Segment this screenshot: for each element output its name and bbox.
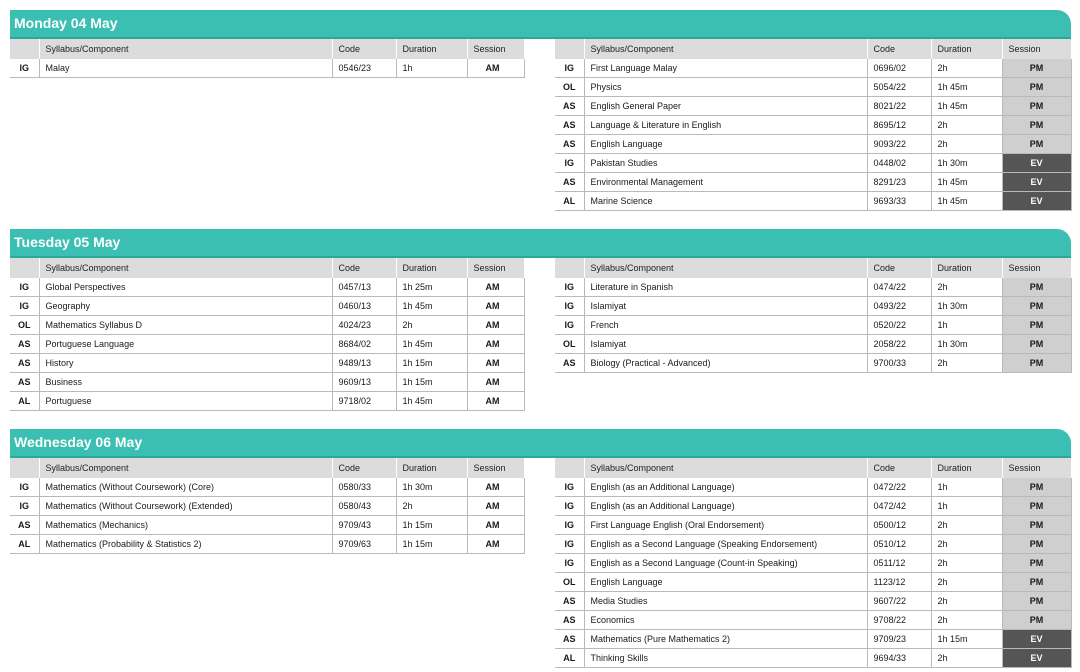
table-row (10, 535, 524, 554)
table-row (10, 497, 524, 516)
level-cell: AS (555, 354, 584, 373)
col-level-header (10, 39, 39, 59)
session-cell: PM (1002, 516, 1071, 535)
syllabus-cell: Islamiyat (584, 335, 867, 354)
code-cell: 5054/22 (867, 78, 931, 97)
code-cell: 0472/42 (867, 497, 931, 516)
table-row (555, 97, 1071, 116)
syllabus-cell: Physics (584, 78, 867, 97)
level-cell: IG (10, 278, 39, 297)
session-cell: AM (467, 316, 524, 335)
level-cell: AS (555, 592, 584, 611)
col-code-header: Code (867, 458, 931, 478)
syllabus-cell: English Language (584, 135, 867, 154)
session-cell: PM (1002, 535, 1071, 554)
col-code-header: Code (867, 39, 931, 59)
session-cell: AM (467, 373, 524, 392)
syllabus-cell: Marine Science (584, 192, 867, 211)
table-row (10, 392, 524, 411)
duration-cell: 2h (931, 354, 1002, 373)
code-cell: 0448/02 (867, 154, 931, 173)
col-syllabus-header: Syllabus/Component (584, 258, 867, 278)
table-row (10, 278, 524, 297)
col-syllabus-header: Syllabus/Component (584, 39, 867, 59)
duration-cell: 1h 25m (396, 278, 467, 297)
session-cell: PM (1002, 497, 1071, 516)
table-header-row (555, 458, 1071, 478)
duration-cell: 1h (396, 59, 467, 78)
table-row (555, 278, 1071, 297)
syllabus-cell: First Language English (Oral Endorsement) (584, 516, 867, 535)
table-row (10, 316, 524, 335)
col-duration-header: Duration (396, 258, 467, 278)
level-cell: AS (555, 173, 584, 192)
table-row (555, 630, 1071, 649)
duration-cell: 1h 15m (396, 373, 467, 392)
col-duration-header: Duration (931, 258, 1002, 278)
table-row (555, 335, 1071, 354)
code-cell: 1123/12 (867, 573, 931, 592)
col-level-header (555, 39, 584, 59)
table-row (555, 297, 1071, 316)
table-row (555, 516, 1071, 535)
level-cell: IG (10, 297, 39, 316)
syllabus-cell: Mathematics Syllabus D (39, 316, 332, 335)
syllabus-cell: Mathematics (Without Coursework) (Extended) (39, 497, 332, 516)
session-cell: AM (467, 354, 524, 373)
syllabus-cell: Geography (39, 297, 332, 316)
code-cell: 2058/22 (867, 335, 931, 354)
level-cell: AS (10, 516, 39, 535)
level-cell: AL (10, 535, 39, 554)
syllabus-cell: Economics (584, 611, 867, 630)
level-cell: IG (555, 478, 584, 497)
table-row (10, 297, 524, 316)
session-cell: PM (1002, 354, 1071, 373)
level-cell: OL (555, 335, 584, 354)
table-row (555, 192, 1071, 211)
syllabus-cell: Mathematics (Pure Mathematics 2) (584, 630, 867, 649)
code-cell: 0474/22 (867, 278, 931, 297)
syllabus-cell: Malay (39, 59, 332, 78)
exam-table-right (555, 258, 1072, 373)
code-cell: 9093/22 (867, 135, 931, 154)
code-cell: 4024/23 (332, 316, 396, 335)
duration-cell: 2h (931, 611, 1002, 630)
syllabus-cell: Mathematics (Without Coursework) (Core) (39, 478, 332, 497)
syllabus-cell: English (as an Additional Language) (584, 478, 867, 497)
syllabus-cell: Biology (Practical - Advanced) (584, 354, 867, 373)
code-cell: 9607/22 (867, 592, 931, 611)
duration-cell: 1h 30m (396, 478, 467, 497)
level-cell: AL (555, 192, 584, 211)
syllabus-cell: History (39, 354, 332, 373)
syllabus-cell: English as a Second Language (Count-in Speaking) (584, 554, 867, 573)
level-cell: IG (10, 59, 39, 78)
duration-cell: 2h (931, 592, 1002, 611)
level-cell: OL (555, 573, 584, 592)
level-cell: AS (555, 630, 584, 649)
table-row (555, 173, 1071, 192)
syllabus-cell: Islamiyat (584, 297, 867, 316)
col-syllabus-header: Syllabus/Component (39, 39, 332, 59)
table-row (555, 59, 1071, 78)
code-cell: 0580/33 (332, 478, 396, 497)
code-cell: 0500/12 (867, 516, 931, 535)
code-cell: 0580/43 (332, 497, 396, 516)
level-cell: AL (555, 649, 584, 668)
session-cell: PM (1002, 554, 1071, 573)
duration-cell: 1h 45m (396, 392, 467, 411)
duration-cell: 1h 45m (931, 97, 1002, 116)
level-cell: AS (555, 116, 584, 135)
syllabus-cell: Global Perspectives (39, 278, 332, 297)
table-header-row (10, 39, 524, 59)
code-cell: 9700/33 (867, 354, 931, 373)
day-section-monday (10, 10, 1071, 206)
syllabus-cell: Mathematics (Mechanics) (39, 516, 332, 535)
session-cell: EV (1002, 630, 1071, 649)
duration-cell: 1h 15m (396, 516, 467, 535)
table-row (555, 478, 1071, 497)
syllabus-cell: Environmental Management (584, 173, 867, 192)
syllabus-cell: English General Paper (584, 97, 867, 116)
day-header: Wednesday 06 May (10, 429, 1071, 456)
session-cell: AM (467, 335, 524, 354)
code-cell: 0511/12 (867, 554, 931, 573)
col-level-header (555, 458, 584, 478)
duration-cell: 1h 45m (396, 335, 467, 354)
code-cell: 0493/22 (867, 297, 931, 316)
code-cell: 9693/33 (867, 192, 931, 211)
code-cell: 8291/23 (867, 173, 931, 192)
session-cell: EV (1002, 173, 1071, 192)
table-row (555, 135, 1071, 154)
duration-cell: 1h 15m (396, 354, 467, 373)
session-cell: PM (1002, 78, 1071, 97)
session-cell: PM (1002, 316, 1071, 335)
level-cell: IG (555, 497, 584, 516)
col-syllabus-header: Syllabus/Component (39, 458, 332, 478)
code-cell: 9708/22 (867, 611, 931, 630)
code-cell: 8021/22 (867, 97, 931, 116)
session-cell: PM (1002, 592, 1071, 611)
col-session-header: Session (467, 258, 524, 278)
exam-table-left (10, 39, 525, 78)
day-header: Tuesday 05 May (10, 229, 1071, 256)
syllabus-cell: Pakistan Studies (584, 154, 867, 173)
table-row (555, 611, 1071, 630)
col-code-header: Code (332, 39, 396, 59)
session-cell: PM (1002, 573, 1071, 592)
level-cell: IG (555, 59, 584, 78)
table-row (555, 554, 1071, 573)
syllabus-cell: English (as an Additional Language) (584, 497, 867, 516)
col-duration-header: Duration (931, 39, 1002, 59)
level-cell: AS (10, 354, 39, 373)
col-duration-header: Duration (931, 458, 1002, 478)
session-cell: AM (467, 297, 524, 316)
col-code-header: Code (332, 458, 396, 478)
exam-table-right (555, 39, 1072, 211)
code-cell: 9718/02 (332, 392, 396, 411)
syllabus-cell: Media Studies (584, 592, 867, 611)
session-cell: AM (467, 392, 524, 411)
session-cell: PM (1002, 478, 1071, 497)
day-section-wednesday (10, 429, 1071, 663)
level-cell: OL (10, 316, 39, 335)
table-row (10, 373, 524, 392)
level-cell: IG (555, 316, 584, 335)
table-row (555, 316, 1071, 335)
syllabus-cell: French (584, 316, 867, 335)
session-cell: EV (1002, 154, 1071, 173)
exam-table-left (10, 458, 525, 554)
table-row (555, 354, 1071, 373)
level-cell: IG (555, 516, 584, 535)
duration-cell: 2h (396, 497, 467, 516)
session-cell: PM (1002, 97, 1071, 116)
table-row (10, 354, 524, 373)
duration-cell: 1h 30m (931, 297, 1002, 316)
duration-cell: 2h (931, 116, 1002, 135)
table-row (10, 335, 524, 354)
code-cell: 0510/12 (867, 535, 931, 554)
duration-cell: 2h (931, 573, 1002, 592)
col-level-header (10, 458, 39, 478)
level-cell: IG (555, 554, 584, 573)
col-session-header: Session (467, 39, 524, 59)
session-cell: AM (467, 516, 524, 535)
col-session-header: Session (1002, 39, 1071, 59)
session-cell: PM (1002, 135, 1071, 154)
duration-cell: 1h 45m (931, 173, 1002, 192)
level-cell: IG (10, 497, 39, 516)
table-row (555, 592, 1071, 611)
code-cell: 0696/02 (867, 59, 931, 78)
duration-cell: 1h 45m (931, 192, 1002, 211)
session-cell: PM (1002, 297, 1071, 316)
col-level-header (555, 258, 584, 278)
session-cell: AM (467, 478, 524, 497)
table-row (555, 154, 1071, 173)
table-header-row (10, 258, 524, 278)
level-cell: AS (10, 373, 39, 392)
level-cell: AS (555, 97, 584, 116)
syllabus-cell: Business (39, 373, 332, 392)
syllabus-cell: Language & Literature in English (584, 116, 867, 135)
table-row (555, 573, 1071, 592)
table-header-row (555, 258, 1071, 278)
duration-cell: 2h (396, 316, 467, 335)
code-cell: 9609/13 (332, 373, 396, 392)
col-level-header (10, 258, 39, 278)
col-session-header: Session (1002, 258, 1071, 278)
syllabus-cell: Literature in Spanish (584, 278, 867, 297)
code-cell: 9489/13 (332, 354, 396, 373)
code-cell: 0460/13 (332, 297, 396, 316)
syllabus-cell: First Language Malay (584, 59, 867, 78)
syllabus-cell: Mathematics (Probability & Statistics 2) (39, 535, 332, 554)
duration-cell: 1h 45m (396, 297, 467, 316)
table-row (10, 516, 524, 535)
session-cell: AM (467, 535, 524, 554)
table-row (555, 78, 1071, 97)
table-row (555, 649, 1071, 668)
code-cell: 9694/33 (867, 649, 931, 668)
session-cell: EV (1002, 649, 1071, 668)
level-cell: IG (555, 535, 584, 554)
code-cell: 9709/63 (332, 535, 396, 554)
col-syllabus-header: Syllabus/Component (39, 258, 332, 278)
level-cell: AS (555, 611, 584, 630)
code-cell: 8695/12 (867, 116, 931, 135)
duration-cell: 1h 30m (931, 154, 1002, 173)
level-cell: IG (555, 154, 584, 173)
duration-cell: 2h (931, 59, 1002, 78)
session-cell: PM (1002, 116, 1071, 135)
duration-cell: 1h 45m (931, 78, 1002, 97)
session-cell: AM (467, 497, 524, 516)
duration-cell: 2h (931, 649, 1002, 668)
syllabus-cell: Portuguese (39, 392, 332, 411)
level-cell: IG (555, 297, 584, 316)
code-cell: 0546/23 (332, 59, 396, 78)
session-cell: EV (1002, 192, 1071, 211)
table-header-row (10, 458, 524, 478)
code-cell: 0457/13 (332, 278, 396, 297)
syllabus-cell: English Language (584, 573, 867, 592)
code-cell: 0472/22 (867, 478, 931, 497)
syllabus-cell: Thinking Skills (584, 649, 867, 668)
level-cell: AS (555, 135, 584, 154)
day-header: Monday 04 May (10, 10, 1071, 37)
duration-cell: 2h (931, 535, 1002, 554)
exam-table-right (555, 458, 1072, 668)
code-cell: 9709/43 (332, 516, 396, 535)
col-code-header: Code (867, 258, 931, 278)
session-cell: AM (467, 278, 524, 297)
duration-cell: 2h (931, 516, 1002, 535)
table-row (10, 478, 524, 497)
code-cell: 8684/02 (332, 335, 396, 354)
table-header-row (555, 39, 1071, 59)
table-row (10, 59, 524, 78)
col-syllabus-header: Syllabus/Component (584, 458, 867, 478)
table-row (555, 535, 1071, 554)
level-cell: IG (10, 478, 39, 497)
duration-cell: 1h (931, 316, 1002, 335)
col-code-header: Code (332, 258, 396, 278)
duration-cell: 1h 30m (931, 335, 1002, 354)
table-row (555, 116, 1071, 135)
col-duration-header: Duration (396, 458, 467, 478)
table-row (555, 497, 1071, 516)
session-cell: PM (1002, 59, 1071, 78)
duration-cell: 1h (931, 497, 1002, 516)
col-session-header: Session (467, 458, 524, 478)
session-cell: PM (1002, 335, 1071, 354)
syllabus-cell: Portuguese Language (39, 335, 332, 354)
level-cell: IG (555, 278, 584, 297)
duration-cell: 1h 15m (396, 535, 467, 554)
level-cell: AL (10, 392, 39, 411)
duration-cell: 1h (931, 478, 1002, 497)
day-section-tuesday (10, 229, 1071, 406)
duration-cell: 1h 15m (931, 630, 1002, 649)
level-cell: AS (10, 335, 39, 354)
session-cell: AM (467, 59, 524, 78)
col-session-header: Session (1002, 458, 1071, 478)
col-duration-header: Duration (396, 39, 467, 59)
code-cell: 9709/23 (867, 630, 931, 649)
level-cell: OL (555, 78, 584, 97)
syllabus-cell: English as a Second Language (Speaking Endorsement) (584, 535, 867, 554)
session-cell: PM (1002, 611, 1071, 630)
code-cell: 0520/22 (867, 316, 931, 335)
duration-cell: 2h (931, 278, 1002, 297)
duration-cell: 2h (931, 554, 1002, 573)
exam-table-left (10, 258, 525, 411)
session-cell: PM (1002, 278, 1071, 297)
duration-cell: 2h (931, 135, 1002, 154)
